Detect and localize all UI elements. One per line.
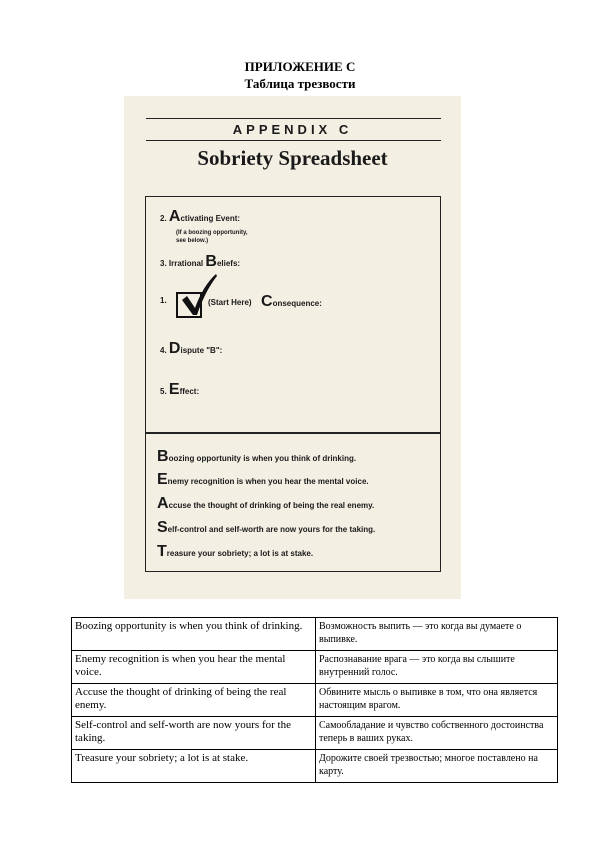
activating-event-note: (If a boozing opportunity, see below.) — [176, 230, 248, 244]
appendix-heading: ПРИЛОЖЕНИЕ С — [244, 59, 356, 74]
table-row — [72, 750, 558, 783]
item-irrational-beliefs: 3. Irrational Beliefs: — [160, 253, 241, 270]
table-row — [72, 651, 558, 684]
table-row — [72, 684, 558, 717]
item-activating-event: 2. Activating Event: — [160, 208, 241, 225]
russian-cell: Обвините мысль о выпивке в том, что она является настоящим врагом. — [316, 684, 558, 717]
scanned-page — [124, 96, 461, 599]
english-cell: Boozing opportunity is when you think of drinking. — [72, 618, 316, 651]
item-effect: 5. Effect: — [160, 381, 200, 398]
table-row — [72, 618, 558, 651]
english-cell: Enemy recognition is when you hear the mental voice. — [72, 651, 316, 684]
english-cell: Self-control and self-worth are now yours for the taking. — [72, 717, 316, 750]
russian-cell: Дорожите своей трезвостью; многое поставлено на карту. — [316, 750, 558, 783]
english-cell: Treasure your sobriety; a lot is at stake. — [72, 750, 316, 783]
beast-line-s: Self-control and self-worth are now yours for the taking. — [157, 519, 376, 536]
beast-line-b: Boozing opportunity is when you think of drinking. — [157, 448, 357, 465]
russian-cell: Возможность выпить — это когда вы думаете о выпивке. — [316, 618, 558, 651]
item-dispute: 4. Dispute "B": — [160, 340, 223, 357]
start-here-label: (Start Here) — [208, 298, 252, 307]
document-header — [0, 58, 600, 92]
item-consequence-number: 1. — [160, 296, 167, 305]
top-rule — [146, 118, 441, 119]
beast-line-e: Enemy recognition is when you hear the mental voice. — [157, 471, 369, 488]
beast-line-a: Accuse the thought of drinking of being the real enemy. — [157, 495, 375, 512]
english-cell: Accuse the thought of drinking of being the real enemy. — [72, 684, 316, 717]
mid-rule — [146, 140, 441, 141]
russian-cell: Самообладание и чувство собственного достоинства теперь в ваших руках. — [316, 717, 558, 750]
checkmark-icon — [178, 272, 218, 316]
scan-title: Sobriety Spreadsheet — [197, 146, 388, 170]
russian-cell: Распознавание врага — это когда вы слышите внутренний голос. — [316, 651, 558, 684]
beast-line-t: Treasure your sobriety; a lot is at stake. — [157, 543, 314, 560]
item-consequence: Consequence: — [261, 293, 322, 310]
table-row — [72, 717, 558, 750]
scan-appendix-label: APPENDIX C — [232, 122, 353, 137]
translation-table — [71, 617, 558, 783]
box-divider — [146, 432, 440, 434]
table-heading: Таблица трезвости — [244, 76, 356, 91]
